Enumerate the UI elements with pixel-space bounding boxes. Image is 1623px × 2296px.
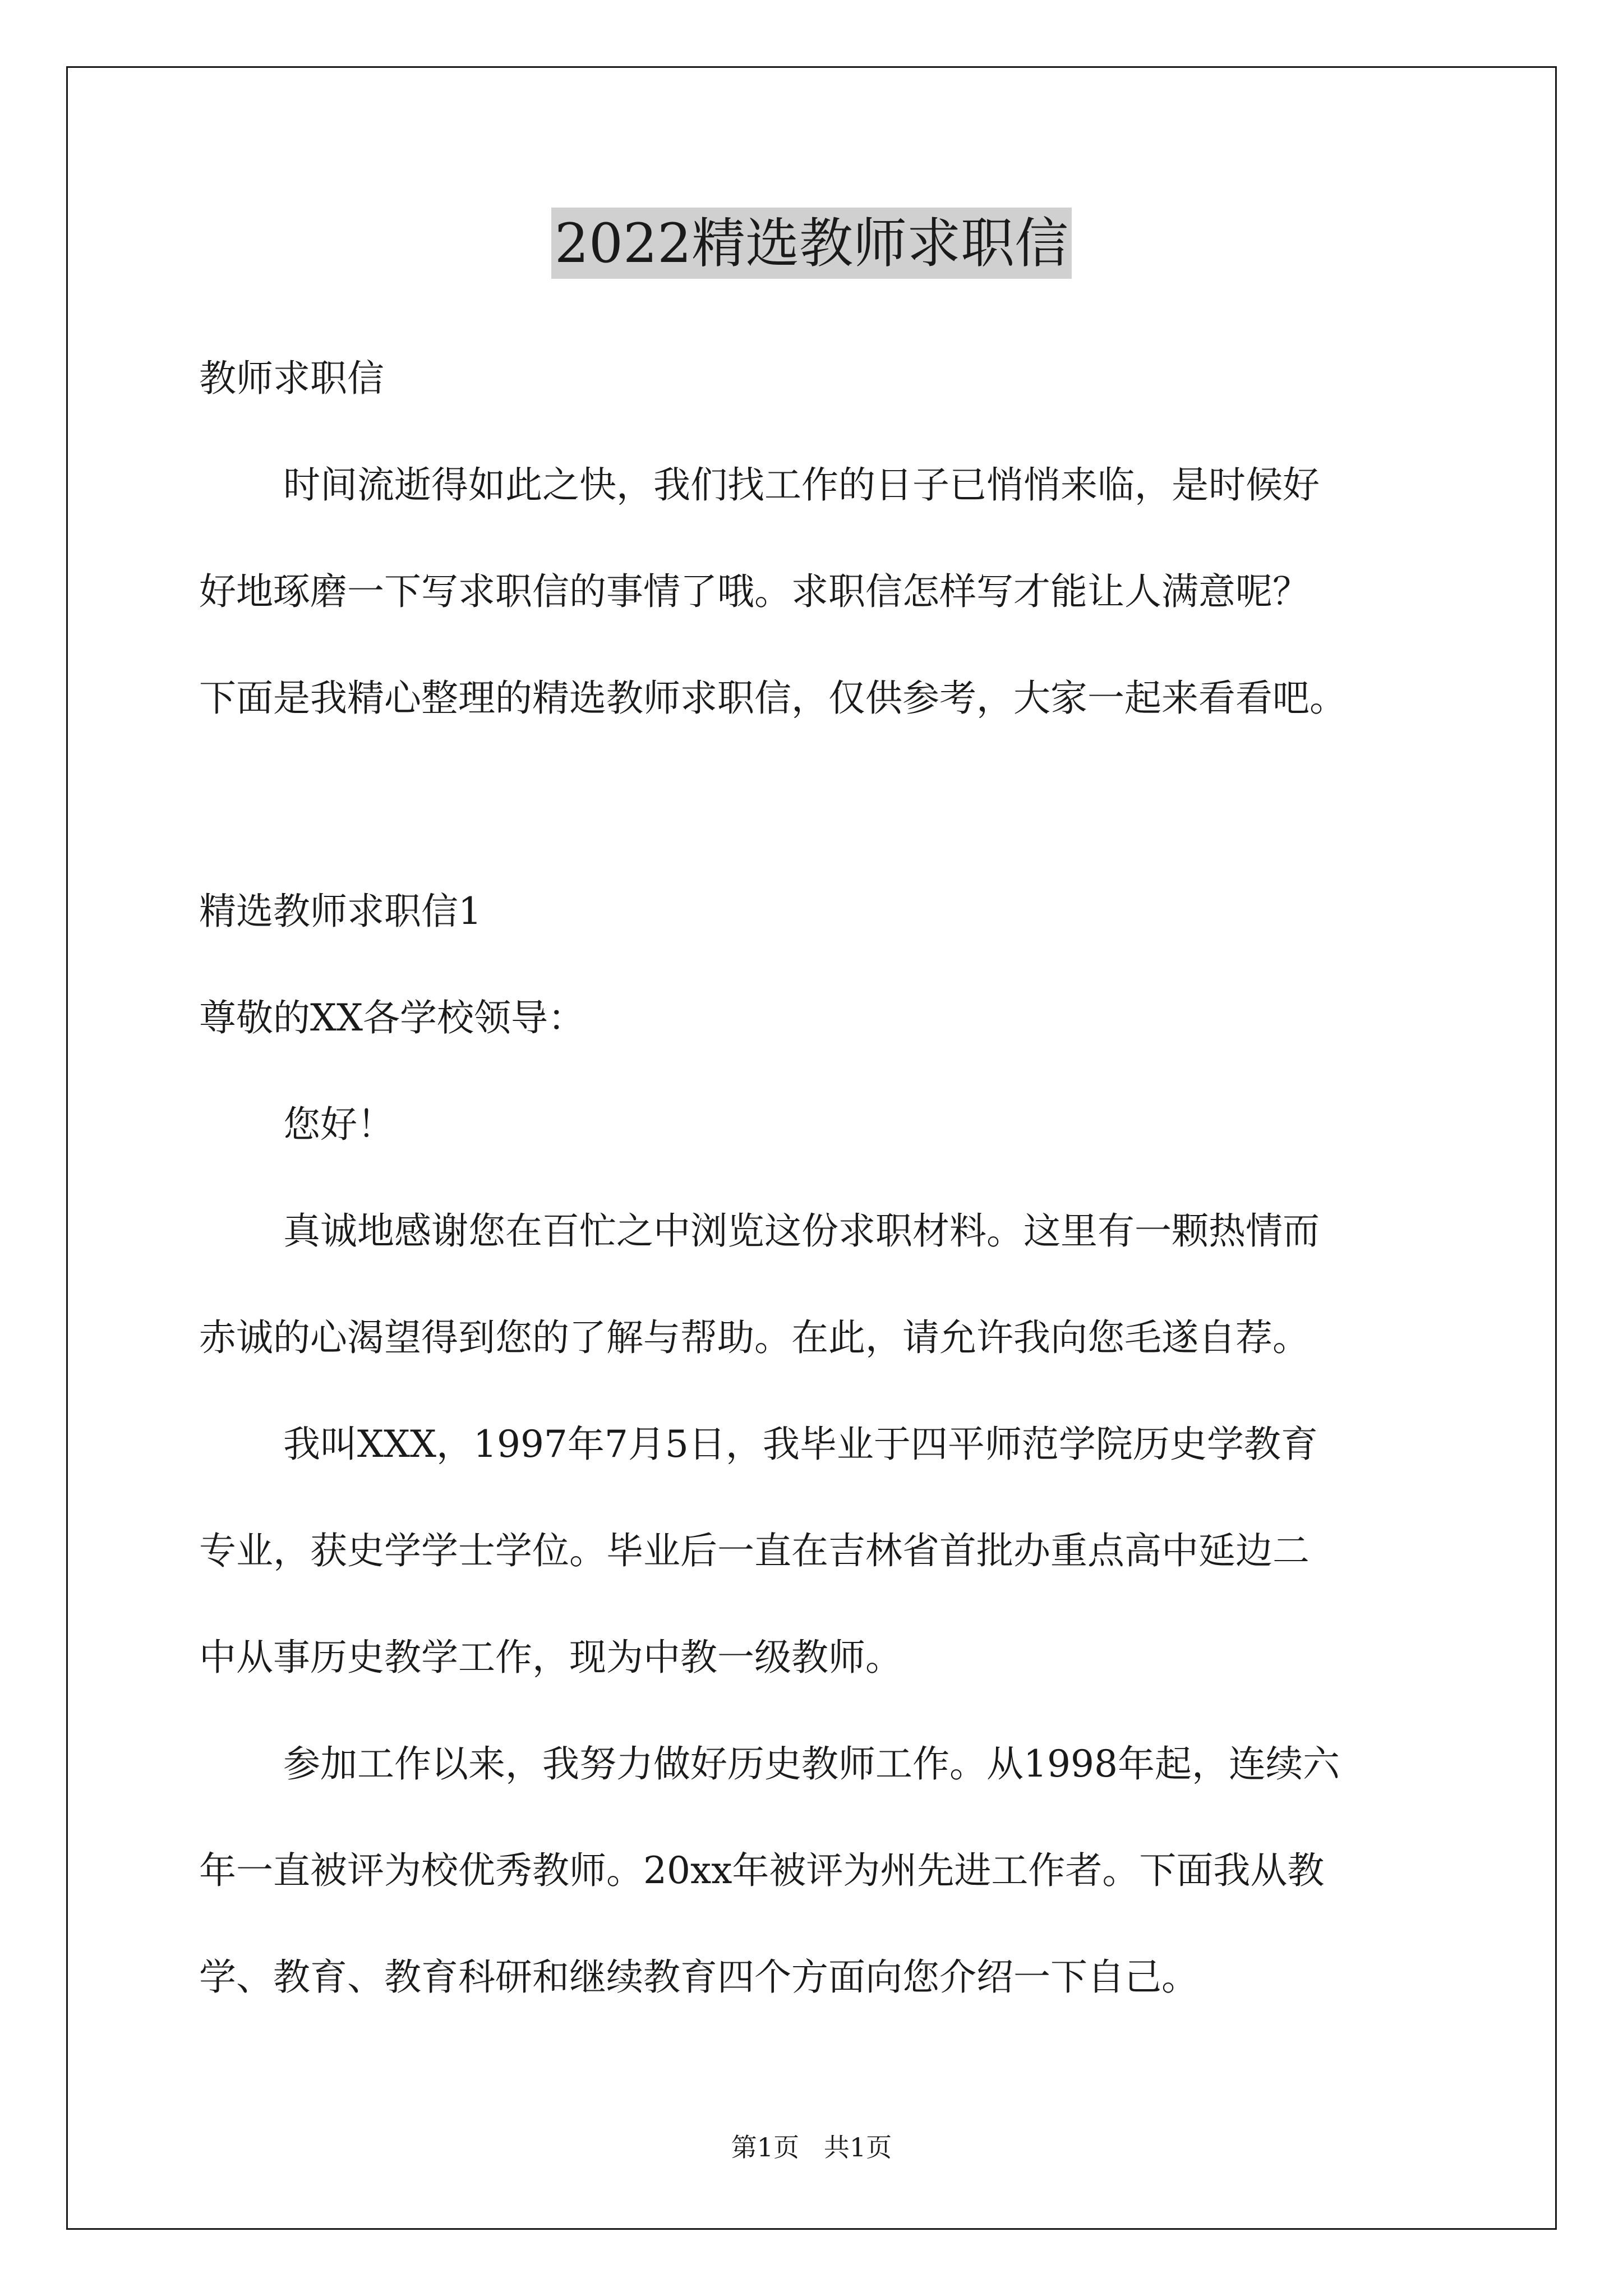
salutation: 尊敬的XX各学校领导： <box>199 996 585 1039</box>
para2-line-2: 专业，获史学学士学位。毕业后一直在吉林省首批办重点高中延边二 <box>199 1529 1310 1572</box>
para1-line-1: 真诚地感谢您在百忙之中浏览这份求职材料。这里有一颗热情而 <box>283 1209 1320 1253</box>
greeting: 您好！ <box>283 1103 394 1146</box>
para3-line-2: 年一直被评为校优秀教师。20xx年被评为州先进工作者。下面我从教 <box>199 1849 1325 1892</box>
para2-line-1: 我叫XXX，1997年7月5日，我毕业于四平师范学院历史学教育 <box>283 1423 1318 1466</box>
intro-line-1: 时间流逝得如此之快，我们找工作的日子已悄悄来临，是时候好 <box>283 463 1320 507</box>
document-title <box>0 208 1623 279</box>
document-title-text: 2022精选教师求职信 <box>551 208 1072 279</box>
intro-line-3: 下面是我精心整理的精选教师求职信，仅供参考，大家一起来看看吧。 <box>199 677 1347 720</box>
para1-line-2: 赤诚的心渴望得到您的了解与帮助。在此，请允许我向您毛遂自荐。 <box>199 1316 1310 1359</box>
intro-line-2: 好地琢磨一下写求职信的事情了哦。求职信怎样写才能让人满意呢？ <box>199 570 1310 613</box>
para3-line-3: 学、教育、教育科研和继续教育四个方面向您介绍一下自己。 <box>199 1955 1198 1999</box>
letter-subtitle: 教师求职信 <box>199 357 384 400</box>
section-heading: 精选教师求职信1 <box>199 890 482 933</box>
para2-line-3: 中从事历史教学工作，现为中教一级教师。 <box>199 1636 902 1679</box>
para3-line-1: 参加工作以来，我努力做好历史教师工作。从1998年起，连续六 <box>283 1742 1340 1786</box>
page-footer: 第1页 共1页 <box>731 2132 892 2162</box>
